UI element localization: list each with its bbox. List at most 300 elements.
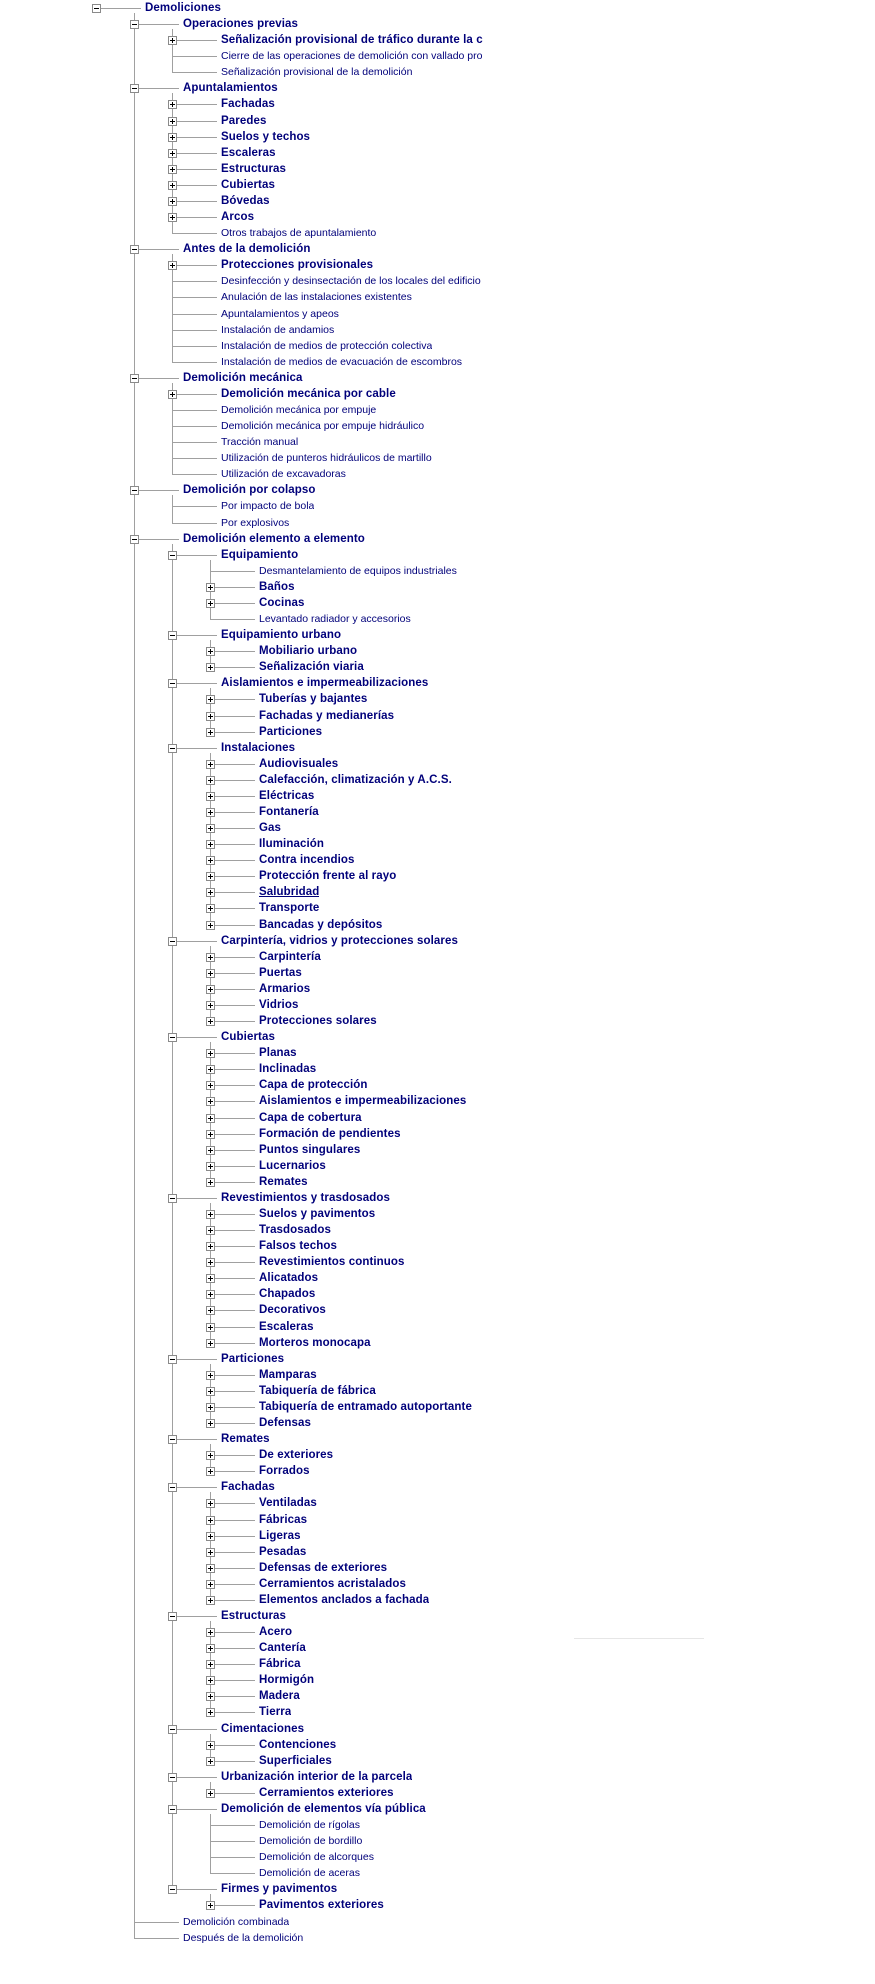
tree-node-label[interactable]: Demolición de rígolas [259,1819,360,1832]
tree-node-label[interactable]: Revestimientos continuos [259,1256,405,1269]
expand-icon[interactable] [206,904,215,913]
tree-node-label[interactable]: Equipamiento [221,548,299,561]
tree-node[interactable] [0,1399,875,1415]
expand-icon[interactable] [168,149,177,158]
tree-node[interactable] [0,1704,875,1720]
tree-node-label[interactable]: Suelos y pavimentos [259,1208,376,1220]
tree-node-label[interactable]: Eléctricas [259,789,315,802]
tree-node-label[interactable]: Demoliciones [145,2,221,14]
tree-node[interactable] [0,1383,875,1399]
expand-icon[interactable] [206,663,215,672]
tree-node-label[interactable]: Decorativos [259,1304,326,1317]
expand-icon[interactable] [206,1371,215,1380]
expand-icon[interactable] [206,872,215,881]
expand-icon[interactable] [206,1499,215,1508]
expand-icon[interactable] [206,1676,215,1685]
expand-icon[interactable] [206,1548,215,1557]
tree-node-label[interactable]: Utilización de excavadoras [221,468,346,481]
tree-node[interactable] [0,691,875,707]
tree-node-label[interactable]: Pesadas [259,1545,307,1558]
tree-node-label[interactable]: Demolición por colapso [183,484,316,497]
expand-icon[interactable] [206,1467,215,1476]
tree-node-label[interactable]: Elementos anclados a fachada [259,1593,430,1606]
tree-node[interactable] [0,418,875,434]
tree-node[interactable] [0,1415,875,1431]
tree-node-label[interactable]: Audiovisuales [259,757,339,770]
collapse-icon[interactable] [92,4,101,13]
tree-node[interactable] [0,96,875,112]
expand-icon[interactable] [168,133,177,142]
tree-node-label[interactable]: Demolición combinada [183,1915,290,1928]
tree-node-label[interactable]: Carpintería, vidrios y protecciones solares [221,934,458,947]
tree-node-label[interactable]: Tuberías y bajantes [259,693,368,706]
tree-node[interactable] [0,32,875,48]
expand-icon[interactable] [206,824,215,833]
tree-node-label[interactable]: Protecciones solares [259,1015,377,1028]
tree-node[interactable] [0,965,875,981]
tree-node-label[interactable]: Lucernarios [259,1159,326,1172]
tree-node[interactable] [0,257,875,273]
tree-node[interactable] [0,1270,875,1286]
tree-node[interactable] [0,1495,875,1511]
tree-node-label[interactable]: Particiones [221,1352,285,1365]
collapse-icon[interactable] [130,374,139,383]
tree-node-label[interactable]: Pavimentos exteriores [259,1899,384,1912]
tree-node-label[interactable]: Capa de cobertura [259,1111,362,1124]
tree-node-label[interactable]: Desinfección y desinsectación de los locales del edificio [221,275,481,288]
tree-node-label[interactable]: Apuntalamientos y apeos [221,307,339,320]
expand-icon[interactable] [168,117,177,126]
tree-node[interactable] [0,1110,875,1126]
tree-node-label[interactable]: Escaleras [221,146,276,159]
tree-node[interactable] [0,193,875,209]
tree-node-label[interactable]: Cerramientos acristalados [259,1577,406,1590]
tree-node-label[interactable]: Demolición de elementos vía pública [221,1802,426,1815]
tree-node[interactable] [0,1785,875,1801]
expand-icon[interactable] [206,1097,215,1106]
tree-node[interactable] [0,804,875,820]
tree-node-label[interactable]: Fachadas [221,98,275,111]
tree-node-label[interactable]: Demolición mecánica por cable [221,387,396,400]
tree-node-label[interactable]: Otros trabajos de apuntalamiento [221,227,377,240]
tree-node[interactable] [0,386,875,402]
tree-node[interactable] [0,498,875,514]
tree-node[interactable] [0,643,875,659]
tree-node-label[interactable]: Vidrios [259,998,299,1011]
collapse-icon[interactable] [168,1885,177,1894]
tree-node-label[interactable]: Antes de la demolición [183,243,311,256]
tree-node-label[interactable]: Chapados [259,1288,316,1301]
tree-node[interactable] [0,64,875,80]
tree-node[interactable] [0,322,875,338]
tree-node-label[interactable]: Fontanería [259,806,319,818]
expand-icon[interactable] [206,1306,215,1315]
expand-icon[interactable] [206,1901,215,1910]
tree-node[interactable] [0,1447,875,1463]
tree-node[interactable] [0,788,875,804]
tree-node-label[interactable]: Demolición de aceras [259,1867,360,1880]
tree-node-label[interactable]: Firmes y pavimentos [221,1883,338,1896]
tree-node-label[interactable]: Protecciones provisionales [221,259,374,272]
tree-node[interactable] [0,708,875,724]
tree-node[interactable] [0,772,875,788]
tree-node[interactable] [0,1367,875,1383]
tree-node-label[interactable]: Urbanización interior de la parcela [221,1770,413,1783]
tree-node[interactable] [0,1737,875,1753]
tree-node-label[interactable]: Tracción manual [221,436,299,449]
tree-node-label[interactable]: Salubridad [259,886,320,899]
tree-node-label[interactable]: Particiones [259,725,323,738]
tree-node-label[interactable]: Por impacto de bola [221,500,315,513]
expand-icon[interactable] [206,1049,215,1058]
tree-node[interactable] [0,724,875,740]
tree-node[interactable] [0,1174,875,1190]
expand-icon[interactable] [168,181,177,190]
expand-icon[interactable] [206,888,215,897]
expand-icon[interactable] [206,1226,215,1235]
expand-icon[interactable] [206,1692,215,1701]
tree-node-label[interactable]: Planas [259,1047,297,1060]
tree-node-label[interactable]: Hormigón [259,1674,315,1687]
tree-node[interactable] [0,515,875,531]
expand-icon[interactable] [206,776,215,785]
tree-node-label[interactable]: Señalización provisional de tráfico durante la c [221,34,483,47]
tree-node-label[interactable]: De exteriores [259,1449,334,1462]
tree-node-label[interactable]: Mamparas [259,1368,317,1381]
tree-node[interactable] [0,1914,875,1930]
tree-node-label[interactable]: Morteros monocapa [259,1336,371,1349]
tree-node[interactable] [0,1077,875,1093]
tree-node-label[interactable]: Desmantelamiento de equipos industriales [259,564,457,577]
expand-icon[interactable] [206,840,215,849]
tree-node[interactable] [0,48,875,64]
expand-icon[interactable] [206,1596,215,1605]
expand-icon[interactable] [206,808,215,817]
tree-node-label[interactable]: Fábrica [259,1658,301,1671]
tree-node-label[interactable]: Demolición mecánica por empuje [221,404,377,416]
tree-node-label[interactable]: Armarios [259,982,311,995]
tree-node-label[interactable]: Tabiquería de fábrica [259,1384,376,1397]
collapse-icon[interactable] [168,1612,177,1621]
tree-node-label[interactable]: Remates [259,1175,308,1188]
tree-node[interactable] [0,113,875,129]
tree-node-label[interactable]: Después de la demolición [183,1931,304,1944]
tree-node-label[interactable]: Cimentaciones [221,1722,305,1735]
tree-node[interactable] [0,1560,875,1576]
expand-icon[interactable] [206,695,215,704]
tree-node[interactable] [0,1640,875,1656]
collapse-icon[interactable] [168,1435,177,1444]
collapse-icon[interactable] [168,1033,177,1042]
tree-node[interactable] [0,531,875,547]
tree-node-label[interactable]: Bóvedas [221,194,270,207]
expand-icon[interactable] [206,1290,215,1299]
collapse-icon[interactable] [130,245,139,254]
collapse-icon[interactable] [168,1805,177,1814]
expand-icon[interactable] [206,1789,215,1798]
expand-icon[interactable] [206,1017,215,1026]
tree-node-label[interactable]: Cubiertas [221,178,275,191]
tree-node[interactable] [0,595,875,611]
expand-icon[interactable] [206,1242,215,1251]
tree-node-label[interactable]: Arcos [221,211,255,224]
tree-node-label[interactable]: Anulación de las instalaciones existentes [221,291,412,304]
tree-node[interactable] [0,627,875,643]
collapse-icon[interactable] [130,486,139,495]
expand-icon[interactable] [206,1516,215,1525]
tree-node[interactable] [0,659,875,675]
tree-node-label[interactable]: Instalaciones [221,741,296,754]
tree-node[interactable] [0,1656,875,1672]
tree-node[interactable] [0,450,875,466]
tree-node[interactable] [0,1190,875,1206]
expand-icon[interactable] [206,953,215,962]
expand-icon[interactable] [206,1564,215,1573]
expand-icon[interactable] [168,197,177,206]
tree-node[interactable] [0,1672,875,1688]
tree-node[interactable] [0,225,875,241]
tree-node[interactable] [0,836,875,852]
tree-node-label[interactable]: Alicatados [259,1272,319,1285]
tree-node[interactable] [0,129,875,145]
tree-node[interactable] [0,756,875,772]
tree-node[interactable] [0,1512,875,1528]
tree-node[interactable] [0,1769,875,1785]
tree-node-label[interactable]: Paredes [221,114,267,127]
expand-icon[interactable] [206,1580,215,1589]
tree-node-label[interactable]: Tabiquería de entramado autoportante [259,1400,472,1413]
tree-node[interactable] [0,1029,875,1045]
tree-node[interactable] [0,1126,875,1142]
tree-node[interactable] [0,917,875,933]
expand-icon[interactable] [206,1065,215,1074]
tree-node[interactable] [0,370,875,386]
tree-node[interactable] [0,579,875,595]
expand-icon[interactable] [206,1130,215,1139]
expand-icon[interactable] [168,261,177,270]
tree-node-label[interactable]: Fábricas [259,1513,308,1526]
tree-node[interactable] [0,1013,875,1029]
tree-node-label[interactable]: Demolición elemento a elemento [183,532,365,545]
tree-node[interactable] [0,900,875,916]
tree-node[interactable] [0,145,875,161]
expand-icon[interactable] [206,1660,215,1669]
collapse-icon[interactable] [168,1725,177,1734]
tree-node[interactable] [0,1093,875,1109]
tree-node[interactable] [0,1721,875,1737]
expand-icon[interactable] [206,792,215,801]
expand-icon[interactable] [206,728,215,737]
expand-icon[interactable] [206,647,215,656]
tree-node-label[interactable]: Instalación de medios de protección colectiva [221,339,433,352]
tree-node[interactable] [0,1544,875,1560]
tree-node[interactable] [0,306,875,322]
tree-node-label[interactable]: Cerramientos exteriores [259,1786,394,1799]
tree-node-label[interactable]: Madera [259,1690,300,1703]
tree-node[interactable] [0,209,875,225]
tree-node-label[interactable]: Estructuras [221,1610,287,1622]
tree-node-label[interactable]: Puntos singulares [259,1143,361,1156]
tree-node[interactable] [0,1238,875,1254]
tree-node[interactable] [0,289,875,305]
expand-icon[interactable] [206,1403,215,1412]
tree-node[interactable] [0,997,875,1013]
tree-node[interactable] [0,1817,875,1833]
expand-icon[interactable] [206,1757,215,1766]
tree-node-label[interactable]: Puertas [259,966,302,979]
tree-node[interactable] [0,981,875,997]
expand-icon[interactable] [206,1532,215,1541]
tree-node-label[interactable]: Cierre de las operaciones de demolición con vallado pro [221,50,483,63]
tree-node-label[interactable]: Levantado radiador y accesorios [259,613,411,626]
collapse-icon[interactable] [168,1773,177,1782]
tree-node[interactable] [0,273,875,289]
tree-node-label[interactable]: Inclinadas [259,1063,317,1076]
collapse-icon[interactable] [168,1194,177,1203]
tree-node[interactable] [0,241,875,257]
tree-node-label[interactable]: Contra incendios [259,854,355,867]
tree-node[interactable] [0,1930,875,1946]
collapse-icon[interactable] [168,551,177,560]
tree-node[interactable] [0,1142,875,1158]
expand-icon[interactable] [206,1178,215,1187]
tree-node-label[interactable]: Cubiertas [221,1031,275,1044]
tree-node-label[interactable]: Formación de pendientes [259,1127,401,1140]
tree-node[interactable] [0,1206,875,1222]
tree-node-label[interactable]: Bancadas y depósitos [259,918,383,931]
tree-node[interactable] [0,933,875,949]
tree-node[interactable] [0,1222,875,1238]
tree-node-label[interactable]: Contenciones [259,1738,337,1751]
tree-node-label[interactable]: Fachadas y medianerías [259,709,395,722]
collapse-icon[interactable] [130,20,139,29]
tree-node[interactable] [0,354,875,370]
tree-node[interactable] [0,80,875,96]
tree-node[interactable] [0,1061,875,1077]
tree-node-label[interactable]: Forrados [259,1465,310,1478]
tree-node[interactable] [0,1881,875,1897]
tree-node[interactable] [0,1624,875,1640]
tree-node[interactable] [0,466,875,482]
tree-node[interactable] [0,1479,875,1495]
tree-node[interactable] [0,1801,875,1817]
tree-node[interactable] [0,338,875,354]
tree-node[interactable] [0,563,875,579]
expand-icon[interactable] [206,1001,215,1010]
tree-node[interactable] [0,1302,875,1318]
expand-icon[interactable] [206,1741,215,1750]
expand-icon[interactable] [206,1114,215,1123]
expand-icon[interactable] [206,1419,215,1428]
tree-node-label[interactable]: Defensas [259,1417,311,1430]
tree-node-label[interactable]: Cocinas [259,596,305,609]
tree-node-label[interactable]: Tierra [259,1706,292,1719]
tree-node-label[interactable]: Baños [259,580,295,593]
tree-node[interactable] [0,1254,875,1270]
collapse-icon[interactable] [168,1355,177,1364]
tree-node-label[interactable]: Trasdosados [259,1224,332,1237]
tree-node-label[interactable]: Demolición mecánica por empuje hidráulico [221,420,425,433]
tree-node-label[interactable]: Utilización de punteros hidráulicos de martillo [221,452,432,465]
expand-icon[interactable] [168,390,177,399]
tree-node-label[interactable]: Iluminación [259,838,324,851]
tree-node-label[interactable]: Aislamientos e impermeabilizaciones [259,1095,467,1108]
tree-node-label[interactable]: Protección frente al rayo [259,870,397,883]
tree-node[interactable] [0,402,875,418]
expand-icon[interactable] [206,969,215,978]
expand-icon[interactable] [206,583,215,592]
tree-node[interactable] [0,1849,875,1865]
tree-node[interactable] [0,177,875,193]
tree-node[interactable] [0,611,875,627]
tree-node-label[interactable]: Superficiales [259,1754,332,1767]
collapse-icon[interactable] [168,744,177,753]
tree-node-label[interactable]: Demolición de bordillo [259,1835,363,1848]
tree-node-label[interactable]: Escaleras [259,1320,314,1333]
tree-node-label[interactable]: Por explosivos [221,516,290,529]
tree-node-label[interactable]: Capa de protección [259,1079,368,1092]
tree-node[interactable] [0,740,875,756]
tree-node[interactable] [0,1865,875,1881]
expand-icon[interactable] [206,599,215,608]
expand-icon[interactable] [206,1258,215,1267]
expand-icon[interactable] [206,1162,215,1171]
tree-node-label[interactable]: Señalización provisional de la demolición [221,66,413,79]
tree-node[interactable] [0,482,875,498]
collapse-icon[interactable] [168,1483,177,1492]
tree-node[interactable] [0,868,875,884]
expand-icon[interactable] [206,1339,215,1348]
expand-icon[interactable] [206,985,215,994]
tree-node-label[interactable]: Falsos techos [259,1240,337,1253]
tree-node-label[interactable]: Mobiliario urbano [259,645,358,658]
tree-node-label[interactable]: Defensas de exteriores [259,1561,388,1574]
tree-node-label[interactable]: Demolición mecánica [183,371,303,384]
tree-node-label[interactable]: Apuntalamientos [183,82,278,95]
tree-node[interactable] [0,1833,875,1849]
expand-icon[interactable] [168,36,177,45]
tree-node-label[interactable]: Estructuras [221,162,287,175]
tree-node[interactable] [0,1753,875,1769]
tree-node[interactable] [0,1897,875,1913]
tree-node-label[interactable]: Transporte [259,902,320,915]
expand-icon[interactable] [206,1708,215,1717]
tree-node[interactable] [0,1045,875,1061]
expand-icon[interactable] [206,921,215,930]
tree-node-label[interactable]: Equipamiento urbano [221,629,342,642]
expand-icon[interactable] [206,1387,215,1396]
collapse-icon[interactable] [130,84,139,93]
tree-node-label[interactable]: Instalación de medios de evacuación de escombros [221,355,463,368]
expand-icon[interactable] [206,1323,215,1332]
tree-node[interactable] [0,547,875,563]
tree-node-label[interactable]: Calefacción, climatización y A.C.S. [259,773,452,786]
tree-node-label[interactable]: Revestimientos y trasdosados [221,1191,390,1204]
tree-node-label[interactable]: Gas [259,822,282,835]
tree-node[interactable] [0,16,875,32]
tree-node[interactable] [0,1576,875,1592]
expand-icon[interactable] [206,712,215,721]
tree-node-label[interactable]: Operaciones previas [183,18,299,31]
tree-node[interactable] [0,161,875,177]
collapse-icon[interactable] [168,631,177,640]
tree-node[interactable] [0,1335,875,1351]
collapse-icon[interactable] [130,535,139,544]
tree-node[interactable] [0,1592,875,1608]
tree-node[interactable] [0,1463,875,1479]
tree-node[interactable] [0,852,875,868]
tree-node[interactable] [0,1319,875,1335]
